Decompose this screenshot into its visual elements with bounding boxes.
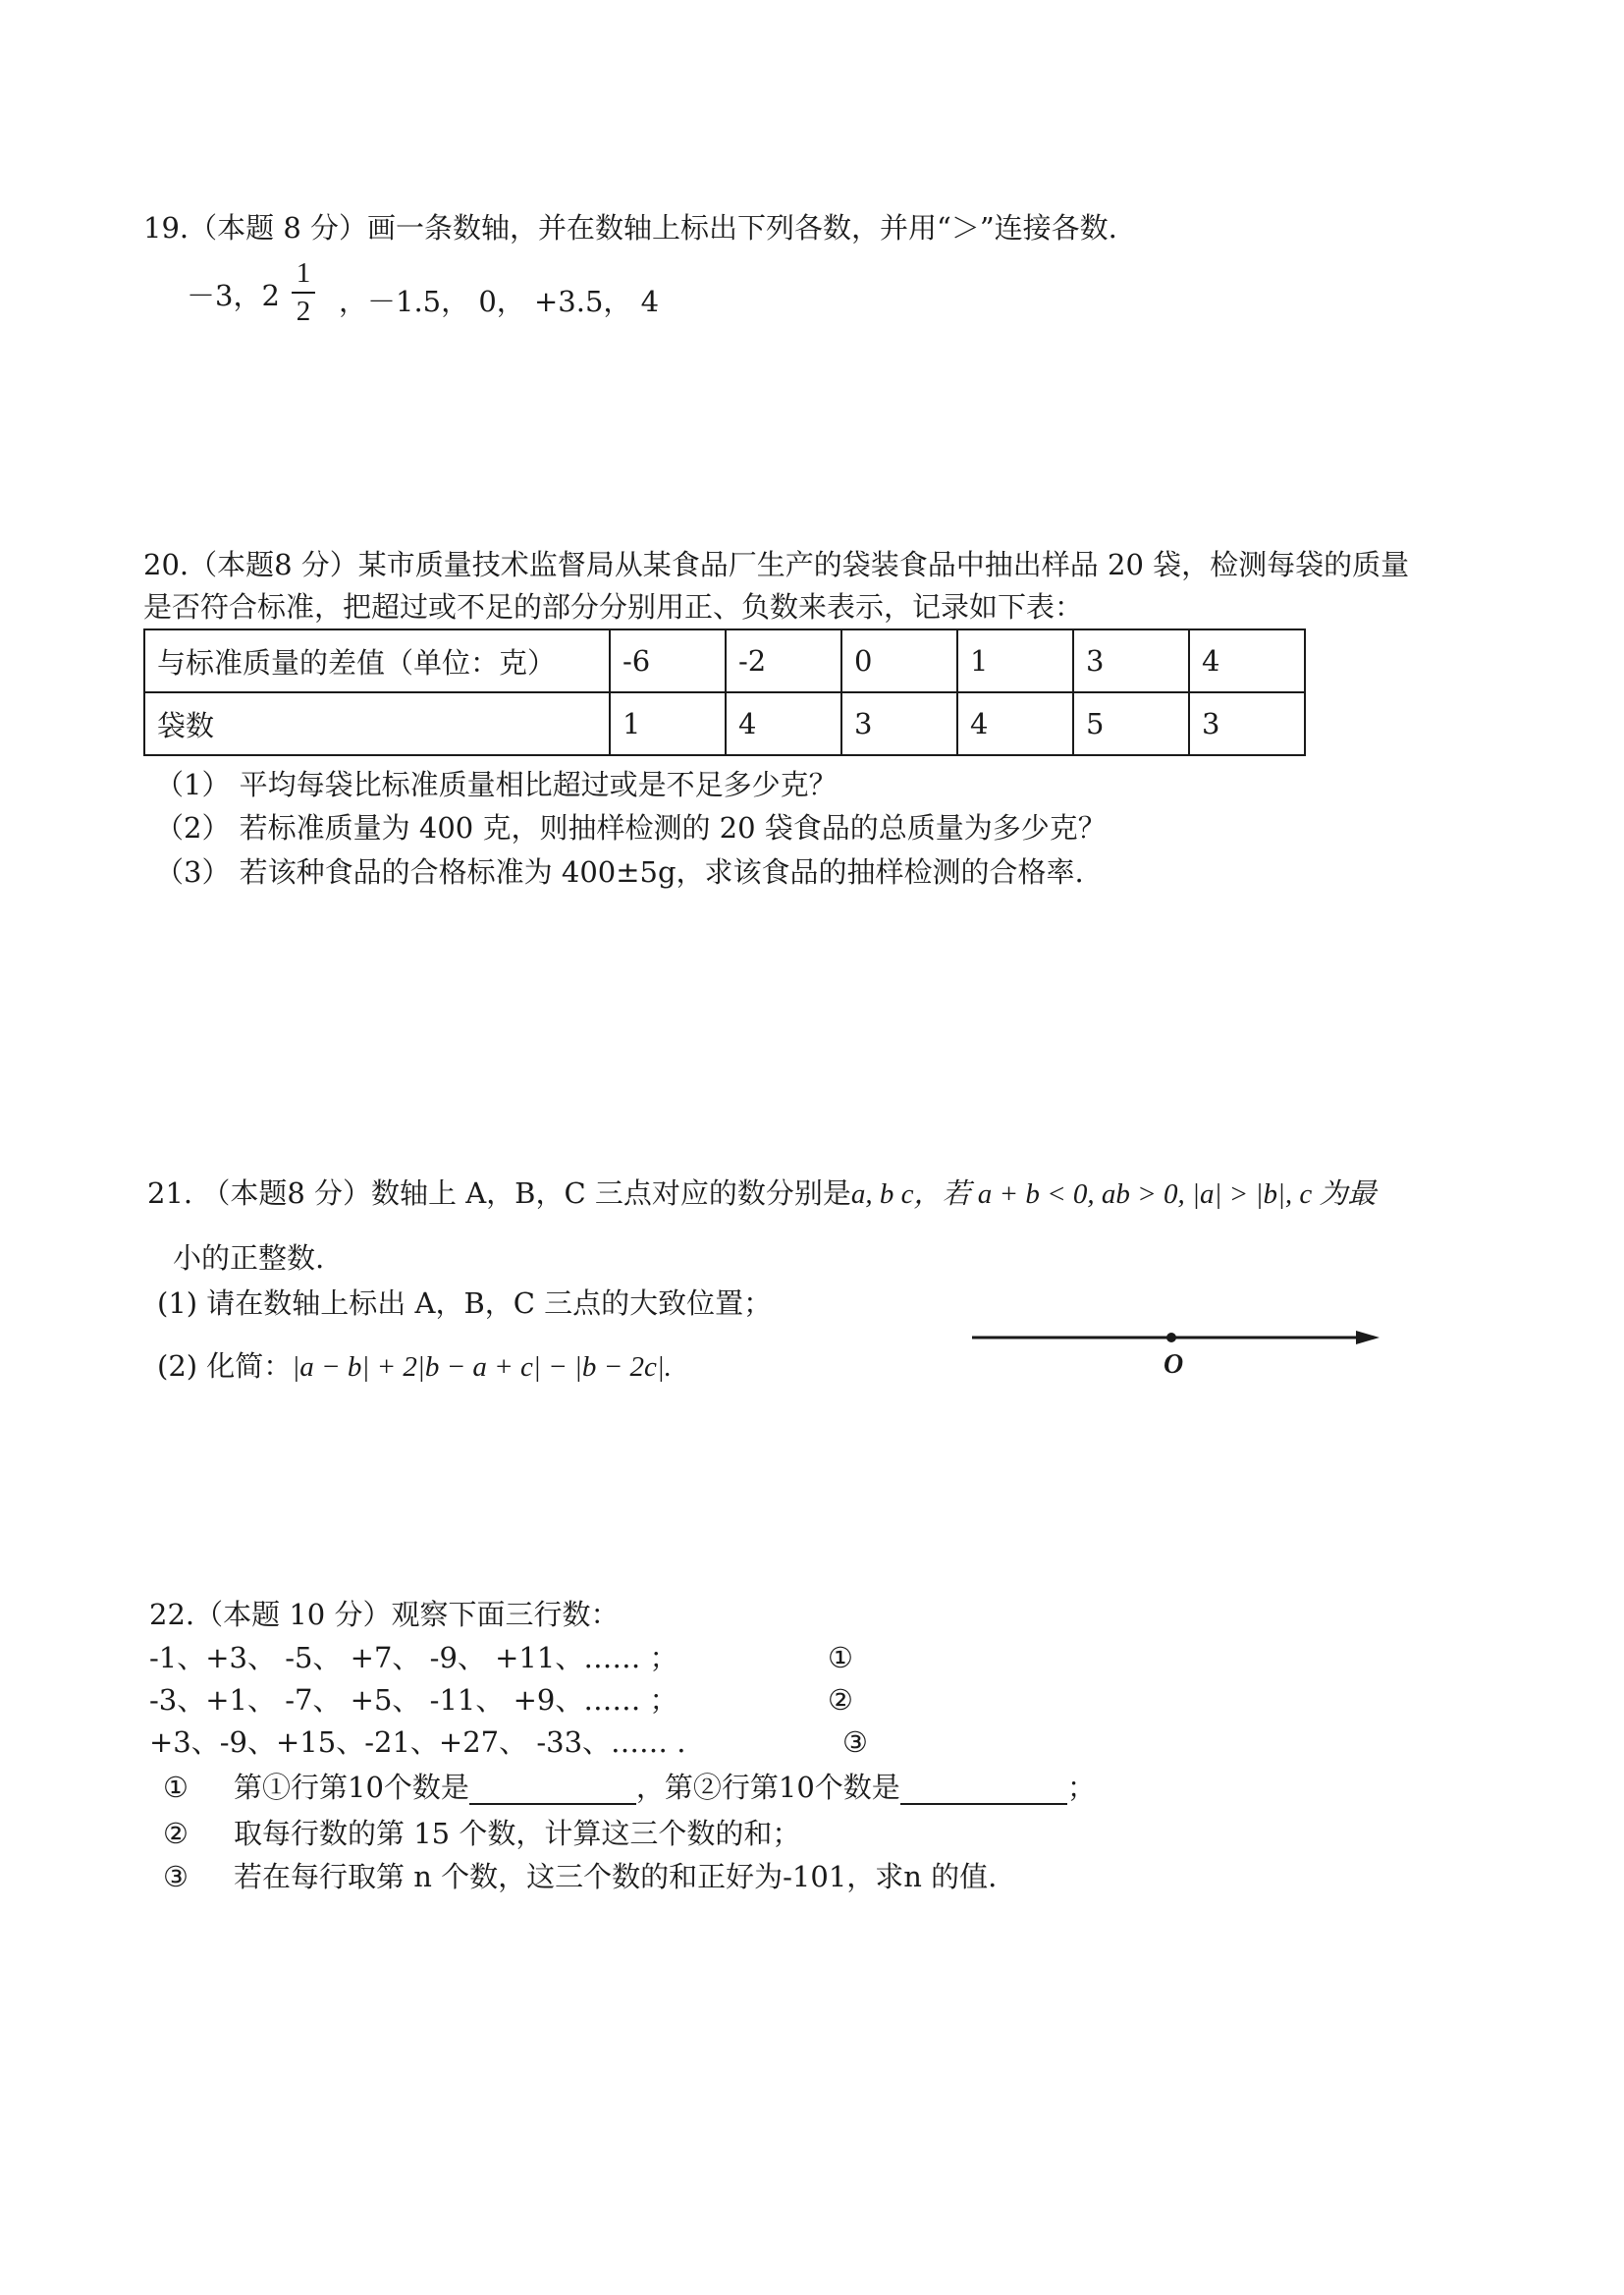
origin-label: O: [1164, 1349, 1184, 1375]
table-cell: 5: [1073, 692, 1189, 755]
q21-line1: [147, 1176, 1377, 1212]
q21-sub2: [157, 1349, 672, 1385]
q19-nums-before: －3，2: [187, 279, 280, 312]
table-row-header: 袋数: [144, 692, 610, 755]
q22-sub2-text: 取每行数的第 15 个数，计算这三个数的和；: [234, 1817, 801, 1850]
q22-row-1: -1、+3、 -5、 +7、 -9、 +11、…… ；: [149, 1641, 678, 1674]
fraction-bar: [292, 292, 315, 294]
number-line: [967, 1316, 1389, 1375]
table-cell: 3: [1073, 629, 1189, 692]
table-cell: -2: [726, 629, 841, 692]
table-row: [144, 692, 1305, 755]
q22-sub2-number: ②: [163, 1817, 189, 1850]
q22-sub3: [163, 1860, 997, 1894]
answer-blank[interactable]: [900, 1776, 1067, 1805]
q22-sub1: [163, 1771, 1096, 1805]
q20-line2: 是否符合标准，把超过或不足的部分分别用正、负数来表示，记录如下表：: [143, 590, 1084, 624]
table-cell: 4: [1189, 629, 1305, 692]
q22-sub2: [163, 1817, 800, 1851]
q22-sub1-text-a: 第①行第10个数是: [234, 1771, 469, 1804]
q20-table: [143, 628, 1306, 756]
table-cell: -6: [610, 629, 726, 692]
q21-line1-text: 21. （本题8 分）数轴上 A，B，C 三点对应的数分别是: [147, 1176, 851, 1210]
table-row: [144, 629, 1305, 692]
q21-expression: |a − b| + 2|b − a + c| − |b − 2c|.: [292, 1351, 673, 1383]
q20-line1: 20.（本题8 分）某市质量技术监督局从某食品厂生产的袋装食品中抽出样品 20 袋，检测每袋的质量: [143, 548, 1410, 581]
table-cell: 0: [841, 629, 957, 692]
q19-fraction-denominator: 2: [296, 296, 311, 327]
table-row-header: 与标准质量的差值（单位：克）: [144, 629, 610, 692]
table-cell: 1: [957, 629, 1073, 692]
q22-sub3-text: 若在每行取第 n 个数，这三个数的和正好为-101，求n 的值.: [234, 1860, 998, 1893]
q19-nums-after: ，－1.5， 0， +3.5， 4: [339, 285, 660, 318]
q20-sub3: （3） 若该种食品的合格标准为 400±5g，求该食品的抽样检测的合格率.: [155, 855, 1084, 889]
q22-row-3: +3、-9、+15、-21、+27、 -33、…… .: [149, 1725, 686, 1759]
q20-sub1: （1） 平均每袋比标准质量相比超过或是不足多少克？: [155, 768, 838, 801]
q20-sub2: （2） 若标准质量为 400 克，则抽样检测的 20 袋食品的总质量为多少克？: [155, 811, 1107, 845]
table-cell: 3: [841, 692, 957, 755]
q21-sub2-label: (2) 化简：: [157, 1349, 293, 1383]
table-cell: 4: [726, 692, 841, 755]
q22-row-3-mark: ③: [842, 1725, 868, 1759]
q22-header: 22.（本题 10 分）观察下面三行数：: [149, 1598, 620, 1631]
table-cell: 3: [1189, 692, 1305, 755]
q22-row-2: -3、+1、 -7、 +5、 -11、 +9、…… ；: [149, 1683, 678, 1717]
q19-header: 19.（本题 8 分）画一条数轴，并在数轴上标出下列各数，并用“＞”连接各数.: [143, 211, 1117, 245]
table-cell: 1: [610, 692, 726, 755]
q22-sub1-text-b: ，第②行第10个数是: [635, 1771, 900, 1804]
q22-sub1-number: ①: [163, 1771, 189, 1804]
q22-sub3-number: ③: [163, 1860, 189, 1893]
origin-dot: [1166, 1333, 1176, 1342]
q19-fraction: [292, 257, 315, 328]
table-cell: 4: [957, 692, 1073, 755]
q21-line2: 小的正整数.: [173, 1241, 325, 1275]
q22-sub1-text-c: ；: [1066, 1771, 1096, 1804]
q21-conditions: a, b c，若 a + b < 0, ab > 0, |a| > |b|, c 为最: [850, 1178, 1377, 1210]
arrow-icon: [1356, 1331, 1380, 1344]
q19-fraction-numerator: 1: [296, 257, 311, 289]
q21-sub1: (1) 请在数轴上标出 A，B，C 三点的大致位置；: [157, 1286, 773, 1320]
q22-row-2-mark: ②: [828, 1683, 853, 1717]
q22-row-1-mark: ①: [828, 1641, 853, 1674]
answer-blank[interactable]: [469, 1776, 636, 1805]
